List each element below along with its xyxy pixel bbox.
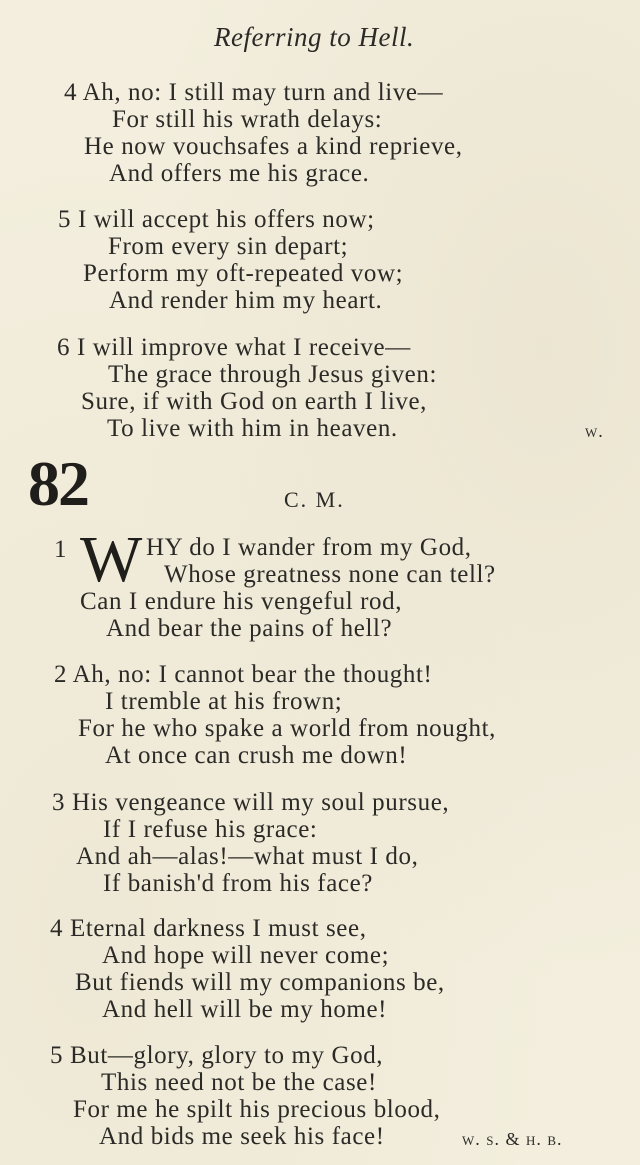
stanza-line bbox=[50, 1043, 383, 1068]
stanza-line: For still his wrath delays: bbox=[112, 106, 383, 133]
stanza-line: Whose greatness none can tell? bbox=[164, 561, 496, 588]
verse-text: Eternal darkness I must see, bbox=[69, 915, 367, 942]
stanza-line: HY do I wander from my God, bbox=[146, 534, 472, 561]
stanza-line: I tremble at his frown; bbox=[105, 688, 343, 715]
stanza-line: Sure, if with God on earth I live, bbox=[81, 388, 428, 415]
attribution: w. bbox=[585, 421, 604, 441]
stanza-line: But fiends will my companions be, bbox=[75, 969, 445, 996]
stanza-line: For he who spake a world from nought, bbox=[78, 715, 496, 742]
stanza-line bbox=[58, 207, 375, 232]
verse-text: Ah, no: I cannot bear the thought! bbox=[72, 661, 433, 688]
stanza-line bbox=[54, 662, 432, 687]
verse-number: 2 bbox=[54, 661, 68, 688]
verse-number: 5 bbox=[58, 206, 72, 233]
verse-text: His vengeance will my soul pursue, bbox=[71, 789, 450, 816]
stanza-line: He now vouchsafes a kind reprieve, bbox=[84, 133, 463, 160]
stanza-line bbox=[57, 335, 411, 360]
stanza-line: This need not be the case! bbox=[101, 1069, 377, 1096]
stanza-line: If banish'd from his face? bbox=[103, 870, 374, 897]
verse-number: 3 bbox=[52, 789, 66, 816]
stanza-line: Perform my oft-repeated vow; bbox=[83, 260, 404, 287]
stanza-line bbox=[52, 790, 449, 815]
verse-text: I will accept his offers now; bbox=[77, 206, 375, 233]
stanza-line: And bids me seek his face! bbox=[99, 1123, 385, 1150]
hymn-number: 82 bbox=[28, 448, 88, 519]
attribution: w. s. & h. b. bbox=[462, 1129, 563, 1149]
stanza-line: And offers me his grace. bbox=[109, 160, 370, 187]
stanza-line: And ah—alas!—what must I do, bbox=[76, 843, 419, 870]
verse-number: 4 bbox=[50, 915, 64, 942]
verse-text: Ah, no: I still may turn and live— bbox=[82, 79, 444, 106]
stanza-line: And hope will never come; bbox=[102, 942, 390, 969]
stanza-line: And hell will be my home! bbox=[102, 996, 388, 1023]
verse-text: I will improve what I receive— bbox=[76, 334, 411, 361]
verse-number: 5 bbox=[50, 1042, 64, 1069]
verse-number: 1 bbox=[54, 536, 68, 563]
stanza-line: At once can crush me down! bbox=[105, 742, 408, 769]
stanza-line bbox=[64, 80, 443, 105]
stanza-line: For me he spilt his precious blood, bbox=[73, 1096, 441, 1123]
meter: C. M. bbox=[284, 487, 345, 512]
stanza-line: And bear the pains of hell? bbox=[106, 615, 393, 642]
stanza-line bbox=[50, 916, 367, 941]
drop-cap: W bbox=[80, 523, 143, 596]
stanza-line: The grace through Jesus given: bbox=[108, 361, 438, 388]
running-head: Referring to Hell. bbox=[214, 22, 415, 52]
stanza-line: To live with him in heaven. bbox=[107, 415, 398, 442]
verse-number: 4 bbox=[64, 79, 78, 106]
stanza-line: From every sin depart; bbox=[108, 233, 349, 260]
verse-text: But—glory, glory to my God, bbox=[69, 1042, 384, 1069]
stanza-line: If I refuse his grace: bbox=[103, 816, 318, 843]
stanza-line: And render him my heart. bbox=[109, 287, 383, 314]
verse-number: 6 bbox=[57, 334, 71, 361]
stanza-line: Can I endure his vengeful rod, bbox=[80, 588, 403, 615]
